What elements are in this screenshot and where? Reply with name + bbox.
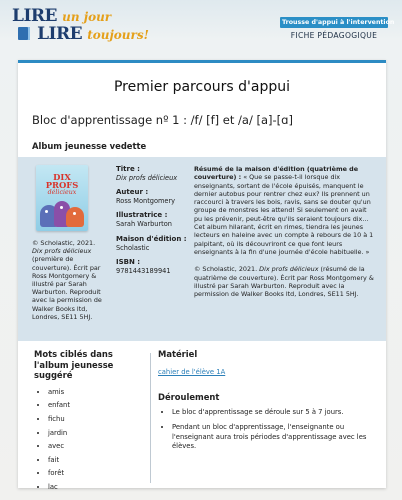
lesson-details — [158, 349, 376, 457]
column-divider — [150, 353, 151, 483]
target-words-section — [34, 349, 146, 495]
cover-title-line1: DIX — [53, 172, 71, 182]
summary-label: Résumé de la maison d'édition (quatrième de couverture) : — [194, 165, 359, 182]
cover-subtitle: délicieux — [47, 189, 77, 196]
list-item: • lac — [48, 481, 146, 495]
publisher-summary — [194, 165, 374, 298]
list-item: • amis — [48, 386, 146, 400]
deroulement-list — [158, 408, 376, 452]
trousse-badge: Trousse d'appui à l'intervention — [282, 19, 395, 26]
list-item: • avec — [48, 440, 146, 454]
meta-value-isbn: 9781443189941 — [116, 266, 171, 275]
book-icon — [18, 27, 30, 40]
meta-label-isbn: ISBN : — [116, 257, 141, 266]
album-heading: Album jeunesse vedette — [32, 141, 147, 151]
monster-eye — [73, 212, 76, 215]
cover-title-line2: PROFS — [45, 180, 79, 191]
meta-label-publisher: Maison d'édition : — [116, 234, 187, 243]
meta-label-illustrator: Illustratrice : — [116, 211, 168, 220]
credit-line-1: © Scholastic, 2021. — [32, 239, 96, 247]
materiel-title: Matériel — [158, 349, 198, 359]
summary-credit — [194, 265, 374, 298]
page-header — [0, 0, 402, 52]
monster-eye — [45, 210, 48, 213]
bloc-title: Bloc d'apprentissage nº 1 : /f/ [f] et /a/ [a]-[ɑ] — [32, 113, 293, 127]
cahier-link[interactable]: cahier de l'élève 1A — [158, 368, 226, 376]
book-metadata — [116, 165, 187, 281]
logo-word-lire-1: LIRE — [12, 6, 57, 26]
meta-label-author: Auteur : — [116, 188, 149, 197]
summary-credit-b: (résumé de la quatrième de couverture). Écrit par Ross Montgomery & illustré par Sarah Warburton. Reproduit avec la permission de Walker Books ltd, Londres, SE11 5HJ. — [194, 265, 374, 299]
meta-value-title: Dix profs délicieux — [116, 174, 178, 182]
list-item: • Le bloc d'apprentissage se déroule sur 5 à 7 jours. — [172, 408, 376, 418]
list-item: • enfant — [48, 399, 146, 413]
fiche-label: FICHE PÉDAGOGIQUE — [290, 31, 378, 40]
book-info-panel — [18, 157, 386, 341]
meta-value-publisher: Scholastic — [116, 243, 150, 252]
cover-credit — [32, 239, 108, 321]
meta-value-author: Ross Montgomery — [116, 197, 176, 206]
target-words-title: Mots ciblés dans l'album jeunesse suggéré — [34, 349, 114, 381]
list-item: • fait — [48, 454, 146, 468]
target-words-list — [34, 386, 146, 495]
logo-word-un-jour: un jour — [62, 10, 112, 24]
summary-text: « Que se passe-t-il lorsque dix enseignants, sortant de l'école épuisés, manquent le dernier autobus pour rentrer chez eux? Ils prennent un raccourci à travers les bois, ravis, sans se douter qu'un groupe de monstres les attend! Si seulement on avait pu les prévenir, peut-être qu'ils seraient toujours dix... Cet album hilarant, écrit en rimes, tiendra les jeunes lecteurs en haleine avec un compte à rebours de 10 à 1 palpitant, où ils découvriront ce que font leurs enseignants à la fin d'une journée d'école habituelle. » — [194, 173, 374, 256]
monster-eye — [60, 206, 63, 209]
resource-tag — [280, 17, 395, 40]
meta-label-title: Titre : — [116, 165, 140, 173]
meta-value-illustrator: Sarah Warburton — [116, 220, 172, 229]
credit-line-2: Dix profs délicieux — [32, 247, 92, 256]
deroulement-title: Déroulement — [158, 392, 220, 402]
cover-title — [36, 173, 88, 190]
lire-logo[interactable] — [12, 6, 149, 46]
logo-word-toujours: toujours! — [87, 28, 149, 42]
logo-word-lire-2: LIRE — [37, 24, 83, 44]
list-item: • jardin — [48, 427, 146, 441]
monster-figure — [66, 207, 84, 227]
list-item: • Pendant un bloc d'apprentissage, l'enseignante ou l'enseignant aura trois périodes d'apprentissage avec les élèves. — [172, 423, 376, 452]
content-card — [18, 60, 386, 491]
summary-credit-title: Dix profs délicieux — [259, 265, 319, 274]
page-title: Premier parcours d'appui — [113, 79, 290, 95]
list-item: • forêt — [48, 467, 146, 481]
book-cover-image — [36, 165, 88, 231]
credit-line-3: (première de couverture). Écrit par Ross Montgomery & illustré par Sarah Warburton. Reproduit avec la permission de Walker Books ltd, Londres, SE11 5HJ. — [32, 255, 102, 321]
list-item: • fichu — [48, 413, 146, 427]
summary-credit-a: © Scholastic, 2021. — [194, 265, 260, 274]
